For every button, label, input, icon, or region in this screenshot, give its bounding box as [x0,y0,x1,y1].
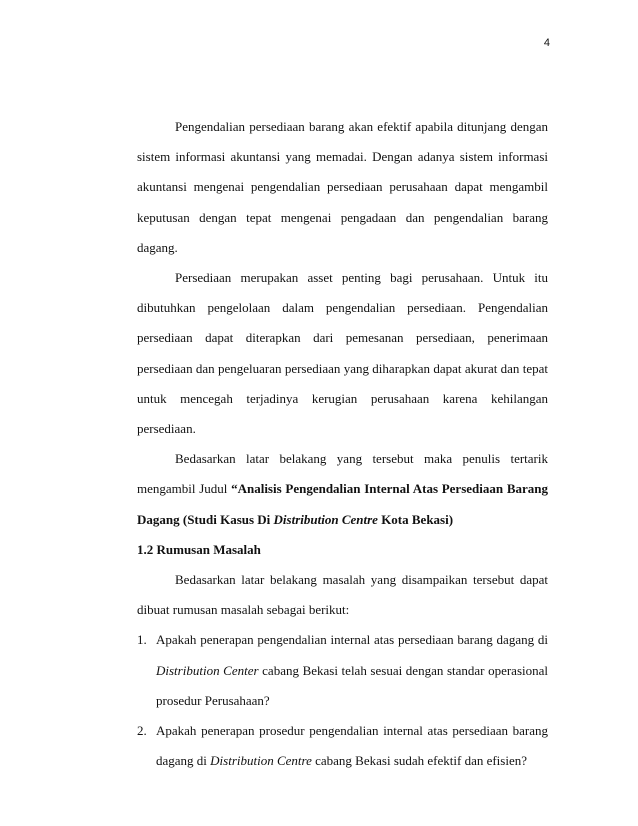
list-item [137,716,548,776]
section-intro: Bedasarkan latar belakang masalah yang disampaikan tersebut dapat dibuat rumusan masalah sebagai berikut: [137,572,548,618]
list-text: Apakah penerapan pengendalian internal atas persediaan barang dagang di [156,632,548,648]
problem-list [137,625,548,776]
page-number: 4 [543,37,550,49]
document-body [137,112,548,776]
thesis-title-italic: Distribution Centre [273,511,378,527]
paragraph-inventory-control: Pengendalian persediaan barang akan efektif apabila ditunjang dengan sistem informasi akuntansi yang memadai. Dengan adanya sistem informasi akuntansi mengenai pengendalian persediaan perusahaan dapat mengambil keputusan dengan tepat mengenai pengadaan dan pengendalian barang dagang. [137,119,548,255]
list-text: Apakah penerapan prosedur pengendalian internal atas persediaan barang dagang di [156,723,548,769]
list-text-italic: Distribution Centre [210,753,312,769]
paragraph-inventory-asset: Persediaan merupakan asset penting bagi perusahaan. Untuk itu dibutuhkan pengelolaan dalam pengendalian persediaan. Pengendalian persediaan dapat diterapkan dari pemesanan persediaan, penerimaan persediaan dan pengeluaran persediaan yang diharapkan dapat akurat dan tepat untuk mencegah terjadinya kerugian perusahaan karena kehilangan persediaan. [137,270,548,437]
thesis-title-part-2: Kota Bekasi) [377,511,454,527]
list-item [137,625,548,716]
list-number: 2. [137,723,147,739]
list-text-italic: Distribution Center [156,662,259,678]
list-text: cabang Bekasi sudah efektif dan efisien? [311,753,528,769]
list-number: 1. [137,632,147,648]
title-lead-text: Bedasarkan latar belakang yang tersebut maka penulis tertarik mengambil Judul [137,451,548,497]
thesis-title-part-1: “Analisis Pengendalian Internal Atas Persediaan Barang Dagang (Studi Kasus Di [137,481,548,527]
paragraph-thesis-title [137,444,548,535]
section-heading: 1.2 Rumusan Masalah [137,541,261,557]
list-text: cabang Bekasi telah sesuai dengan standar operasional prosedur Perusahaan? [156,662,549,708]
